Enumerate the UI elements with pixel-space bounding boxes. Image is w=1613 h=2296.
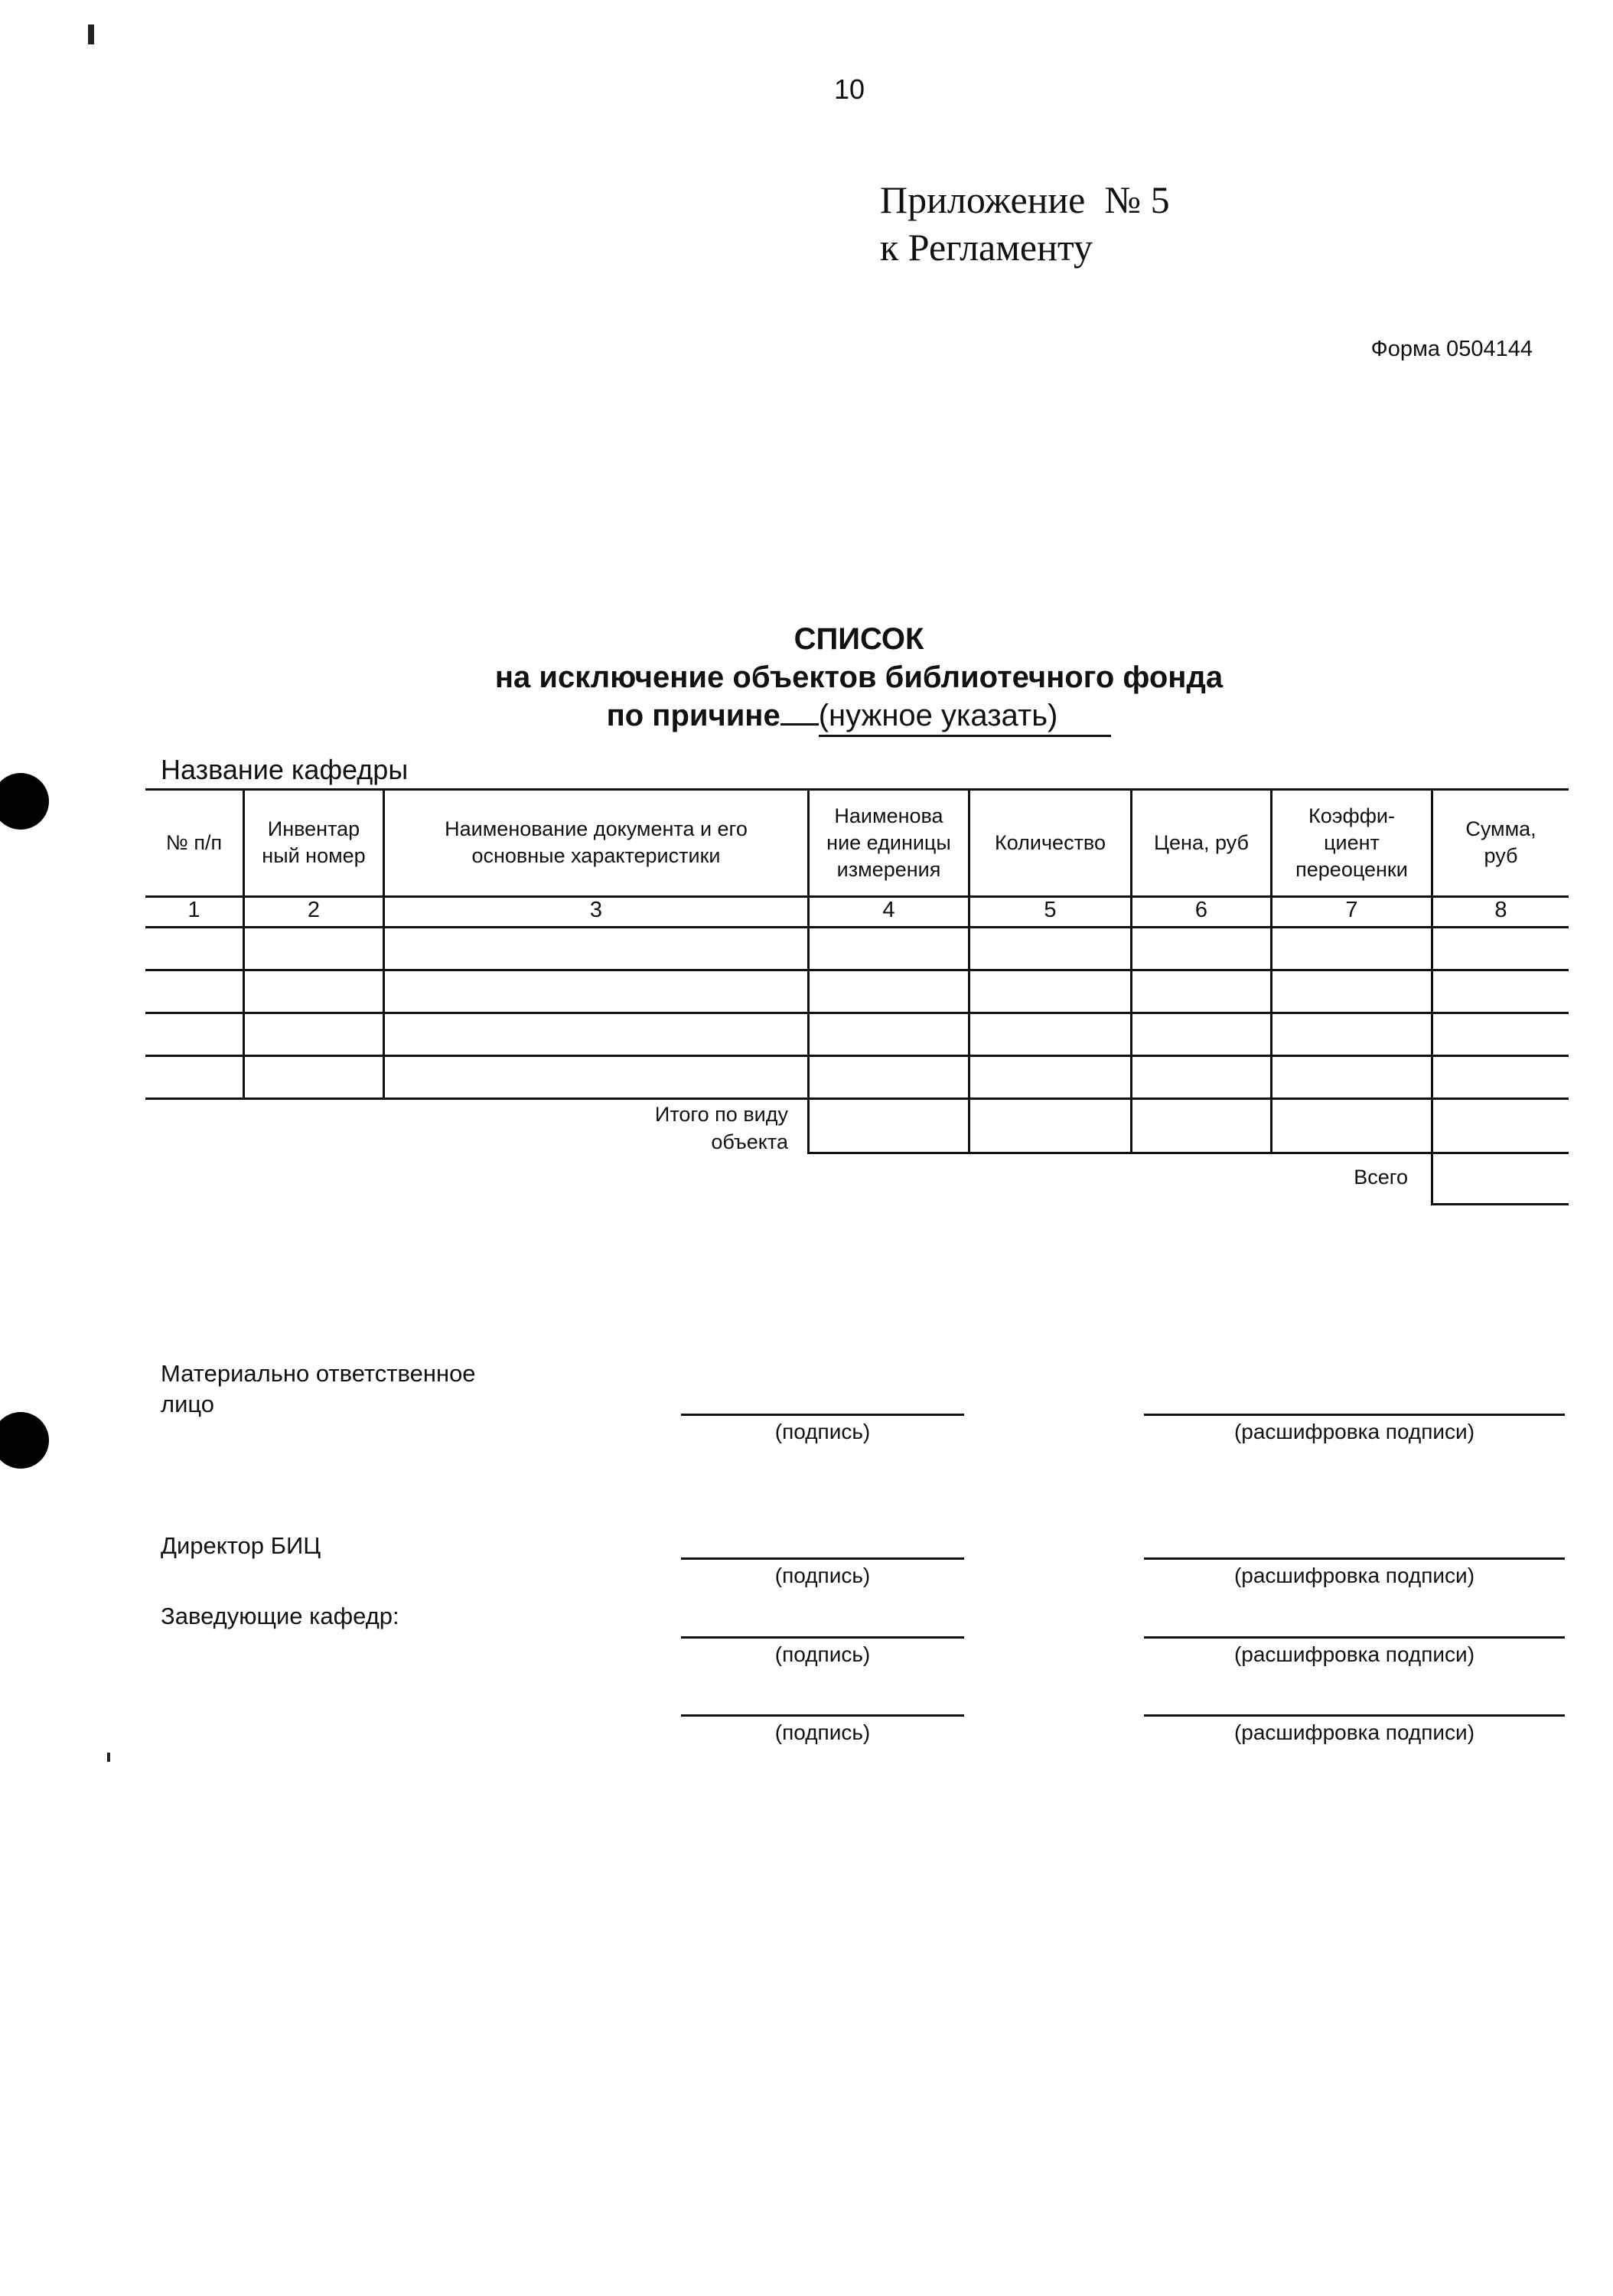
table-rule bbox=[145, 1097, 1569, 1100]
grand-total-label: Всего bbox=[1354, 1166, 1408, 1189]
appendix-header bbox=[880, 176, 1170, 271]
header-coefficient: Коэффи- циент переоценки bbox=[1295, 804, 1408, 881]
director-label: Директор БИЦ bbox=[161, 1532, 321, 1559]
signature-line bbox=[681, 1636, 964, 1639]
table-rule bbox=[145, 969, 1569, 971]
table-rule bbox=[1431, 1203, 1569, 1205]
signature-caption: (подпись) bbox=[774, 1642, 871, 1666]
column-number: 8 bbox=[1494, 898, 1507, 922]
responsible-person-label: Материально ответственное лицо bbox=[161, 1360, 476, 1417]
signature-line bbox=[1144, 1714, 1565, 1717]
signature-line bbox=[681, 1714, 964, 1717]
table-rule bbox=[807, 1152, 1569, 1154]
header-sum: Сумма, руб bbox=[1465, 817, 1536, 867]
table-rule bbox=[145, 1012, 1569, 1014]
decoding-caption: (расшифровка подписи) bbox=[1233, 1564, 1475, 1587]
signature-line bbox=[1144, 1557, 1565, 1560]
reason-blank bbox=[780, 723, 819, 726]
column-number: 4 bbox=[882, 898, 895, 922]
signature-line bbox=[681, 1414, 964, 1416]
signature-line bbox=[681, 1557, 964, 1560]
signature-caption: (подпись) bbox=[774, 1420, 871, 1443]
column-number: 7 bbox=[1345, 898, 1358, 922]
signature-line bbox=[1144, 1414, 1565, 1416]
signature-line bbox=[1144, 1636, 1565, 1639]
appendix-number: Приложение № 5 bbox=[880, 178, 1170, 221]
decoding-caption: (расшифровка подписи) bbox=[1233, 1420, 1475, 1443]
document-title bbox=[0, 620, 1613, 737]
punch-hole bbox=[0, 773, 49, 830]
scan-speck bbox=[107, 1753, 110, 1762]
punch-hole bbox=[0, 1412, 49, 1469]
column-number: 6 bbox=[1194, 898, 1208, 922]
subtotal-label: Итого по виду объекта bbox=[654, 1103, 788, 1153]
header-document-name: Наименование документа и его основные характеристики bbox=[445, 817, 748, 867]
header-unit: Наименова ние единицы измерения bbox=[826, 804, 951, 881]
header-price: Цена, руб bbox=[1154, 830, 1249, 854]
page-number: 10 bbox=[834, 73, 865, 105]
column-number: 1 bbox=[187, 898, 200, 922]
header-row-number: № п/п bbox=[165, 830, 223, 854]
column-number: 5 bbox=[1044, 898, 1057, 922]
scan-speck bbox=[88, 24, 94, 44]
department-heads-label: Заведующие кафедр: bbox=[161, 1603, 399, 1629]
form-code: Форма 0504144 bbox=[1370, 337, 1533, 361]
decoding-caption: (расшифровка подписи) bbox=[1233, 1720, 1475, 1744]
column-number: 2 bbox=[307, 898, 321, 922]
reason-hint: (нужное указать) bbox=[819, 696, 1112, 737]
department-label: Название кафедры bbox=[161, 754, 409, 785]
signature-caption: (подпись) bbox=[774, 1564, 871, 1587]
appendix-reference: к Регламенту bbox=[880, 226, 1093, 269]
header-inventory-number: Инвентар ный номер bbox=[262, 817, 366, 867]
title-line-3 bbox=[0, 696, 1613, 737]
header-quantity: Количество bbox=[995, 830, 1106, 854]
column-number: 3 bbox=[589, 898, 603, 922]
table-rule bbox=[145, 1055, 1569, 1057]
reason-prefix: по причине bbox=[606, 699, 780, 732]
table-rule bbox=[145, 926, 1569, 928]
title-line-2: на исключение объектов библиотечного фонда bbox=[494, 660, 1224, 694]
title-line-1: СПИСОК bbox=[793, 622, 924, 656]
signature-caption: (подпись) bbox=[774, 1720, 871, 1744]
decoding-caption: (расшифровка подписи) bbox=[1233, 1642, 1475, 1666]
